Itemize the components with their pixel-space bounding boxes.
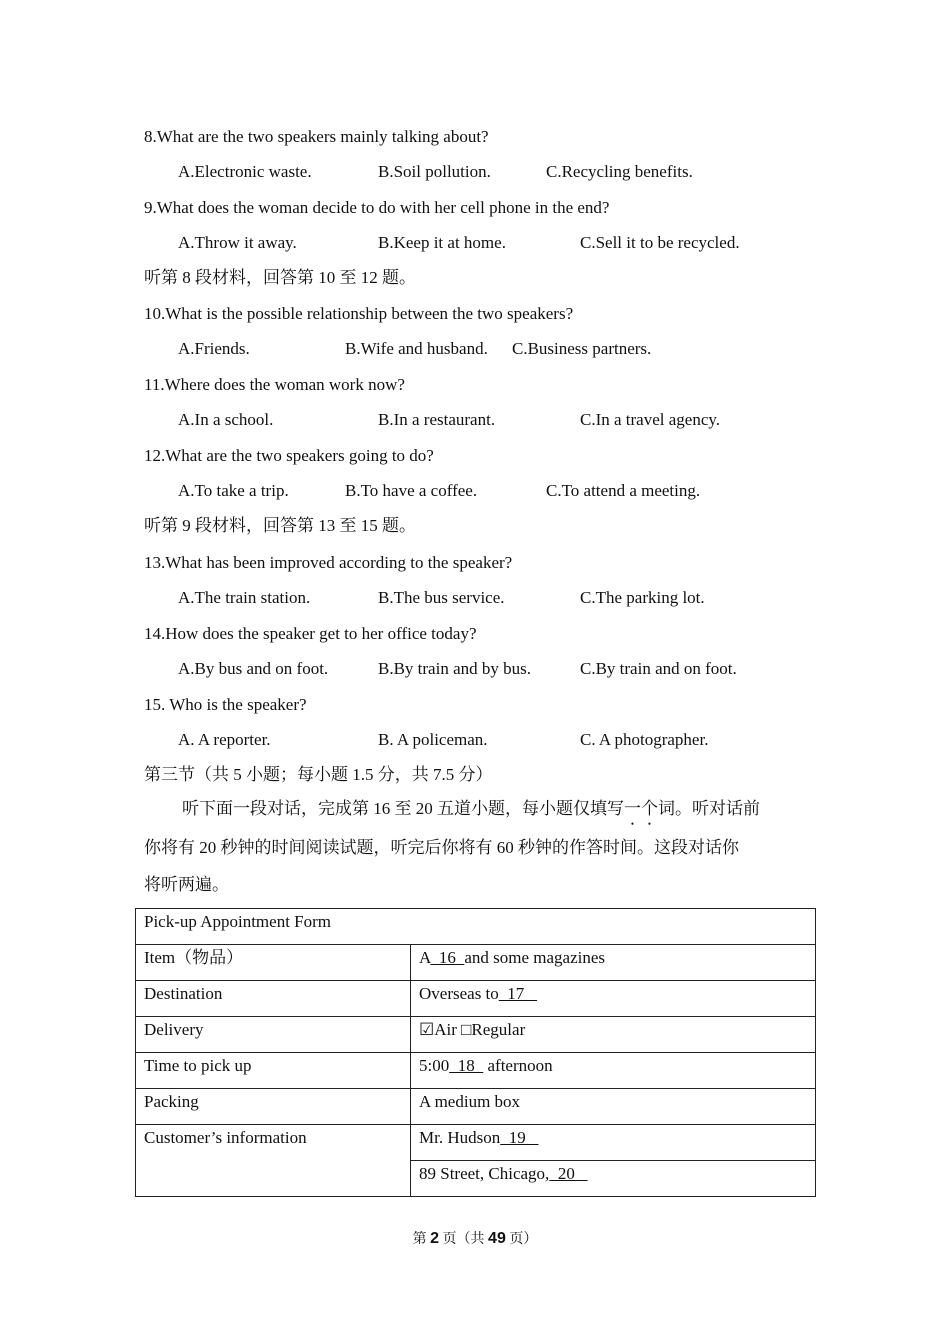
time-label: Time to pick up — [136, 1053, 411, 1089]
customer-address-prefix: 89 Street, Chicago, — [419, 1164, 550, 1183]
option-a: A.In a school. — [178, 410, 274, 429]
option-c: C.By train and on foot. — [580, 659, 737, 678]
blank-17[interactable]: 17 — [498, 984, 538, 1003]
option-b: B.In a restaurant. — [378, 410, 496, 429]
question-stem: 11.Where does the woman work now? — [144, 375, 405, 394]
item-suffix: and some magazines — [464, 948, 606, 967]
option-a: A.Friends. — [178, 339, 250, 358]
option-a: A. A reporter. — [178, 730, 271, 749]
paragraph-text: 听下面一段对话，完成第 16 至 20 五道小题，每小题仅填写 — [182, 799, 624, 818]
time-suffix: afternoon — [483, 1056, 553, 1075]
option-b: B.Soil pollution. — [378, 162, 491, 181]
item-label: Item（物品） — [136, 945, 411, 981]
blank-20[interactable]: 20 — [549, 1164, 588, 1183]
form-title: Pick-up Appointment Form — [136, 909, 816, 945]
option-c: C.Business partners. — [512, 339, 652, 358]
paragraph-text: 词。听对话前 — [658, 799, 760, 818]
destination-label: Destination — [136, 981, 411, 1017]
section-paragraph-line: 将听两遍。 — [144, 875, 229, 894]
section-paragraph-line: 你将有 20 秒钟的时间阅读试题，听完后你将有 60 秒钟的作答时间。这段对话你 — [144, 838, 739, 857]
option-c: C.Recycling benefits. — [546, 162, 693, 181]
delivery-label: Delivery — [136, 1017, 411, 1053]
question-stem: 10.What is the possible relationship between the two speakers? — [144, 304, 574, 323]
section-instruction: 听第 8 段材料，回答第 10 至 12 题。 — [144, 268, 416, 287]
option-a: A.The train station. — [178, 588, 311, 607]
item-prefix: A — [419, 948, 431, 967]
customer-label: Customer’s information — [136, 1125, 411, 1197]
page-number: 2 — [430, 1230, 440, 1247]
option-c: C.The parking lot. — [580, 588, 705, 607]
time-value — [411, 1053, 816, 1089]
packing-label: Packing — [136, 1089, 411, 1125]
option-b: B.Keep it at home. — [378, 233, 506, 252]
option-b: B.To have a coffee. — [345, 481, 478, 500]
section-paragraph-line — [144, 798, 848, 820]
question-stem: 13.What has been improved according to the speaker? — [144, 553, 513, 572]
option-c: C.To attend a meeting. — [546, 481, 701, 500]
emphasis-char: 个 — [641, 799, 658, 818]
blank-16[interactable]: 16 — [430, 948, 465, 967]
section-heading: 第三节（共 5 小题；每小题 1.5 分，共 7.5 分） — [144, 765, 493, 784]
pickup-form-table — [135, 908, 816, 1197]
emphasis-char: 一 — [624, 799, 641, 818]
question-stem: 12.What are the two speakers going to do? — [144, 446, 434, 465]
option-a: A.To take a trip. — [178, 481, 289, 500]
footer-pre: 第 — [412, 1232, 431, 1247]
total-pages: 49 — [488, 1230, 506, 1247]
option-b: B. A policeman. — [378, 730, 488, 749]
question-stem: 15. Who is the speaker? — [144, 695, 307, 714]
option-c: C.In a travel agency. — [580, 410, 721, 429]
time-prefix: 5:00 — [419, 1056, 450, 1075]
packing-value: A medium box — [411, 1089, 816, 1125]
option-b: B.Wife and husband. — [345, 339, 488, 358]
option-a: A.By bus and on foot. — [178, 659, 329, 678]
option-c: C.Sell it to be recycled. — [580, 233, 740, 252]
question-stem: 14.How does the speaker get to her office today? — [144, 624, 477, 643]
blank-18[interactable]: 18 — [449, 1056, 484, 1075]
option-c: C. A photographer. — [580, 730, 709, 749]
option-b: B.By train and by bus. — [378, 659, 531, 678]
customer-name-prefix: Mr. Hudson — [419, 1128, 501, 1147]
delivery-value: ☑Air □Regular — [411, 1017, 816, 1053]
customer-address — [411, 1161, 816, 1197]
page-footer — [0, 1228, 950, 1248]
option-a: A.Electronic waste. — [178, 162, 312, 181]
customer-name — [411, 1125, 816, 1161]
option-a: A.Throw it away. — [178, 233, 297, 252]
destination-value — [411, 981, 816, 1017]
footer-post: 页） — [505, 1232, 538, 1247]
option-b: B.The bus service. — [378, 588, 505, 607]
section-instruction: 听第 9 段材料，回答第 13 至 15 题。 — [144, 516, 416, 535]
footer-mid: 页（共 — [439, 1232, 489, 1247]
question-stem: 9.What does the woman decide to do with her cell phone in the end? — [144, 198, 610, 217]
item-value — [411, 945, 816, 981]
destination-prefix: Overseas to — [419, 984, 499, 1003]
question-stem: 8.What are the two speakers mainly talking about? — [144, 127, 489, 146]
blank-19[interactable]: 19 — [500, 1128, 539, 1147]
